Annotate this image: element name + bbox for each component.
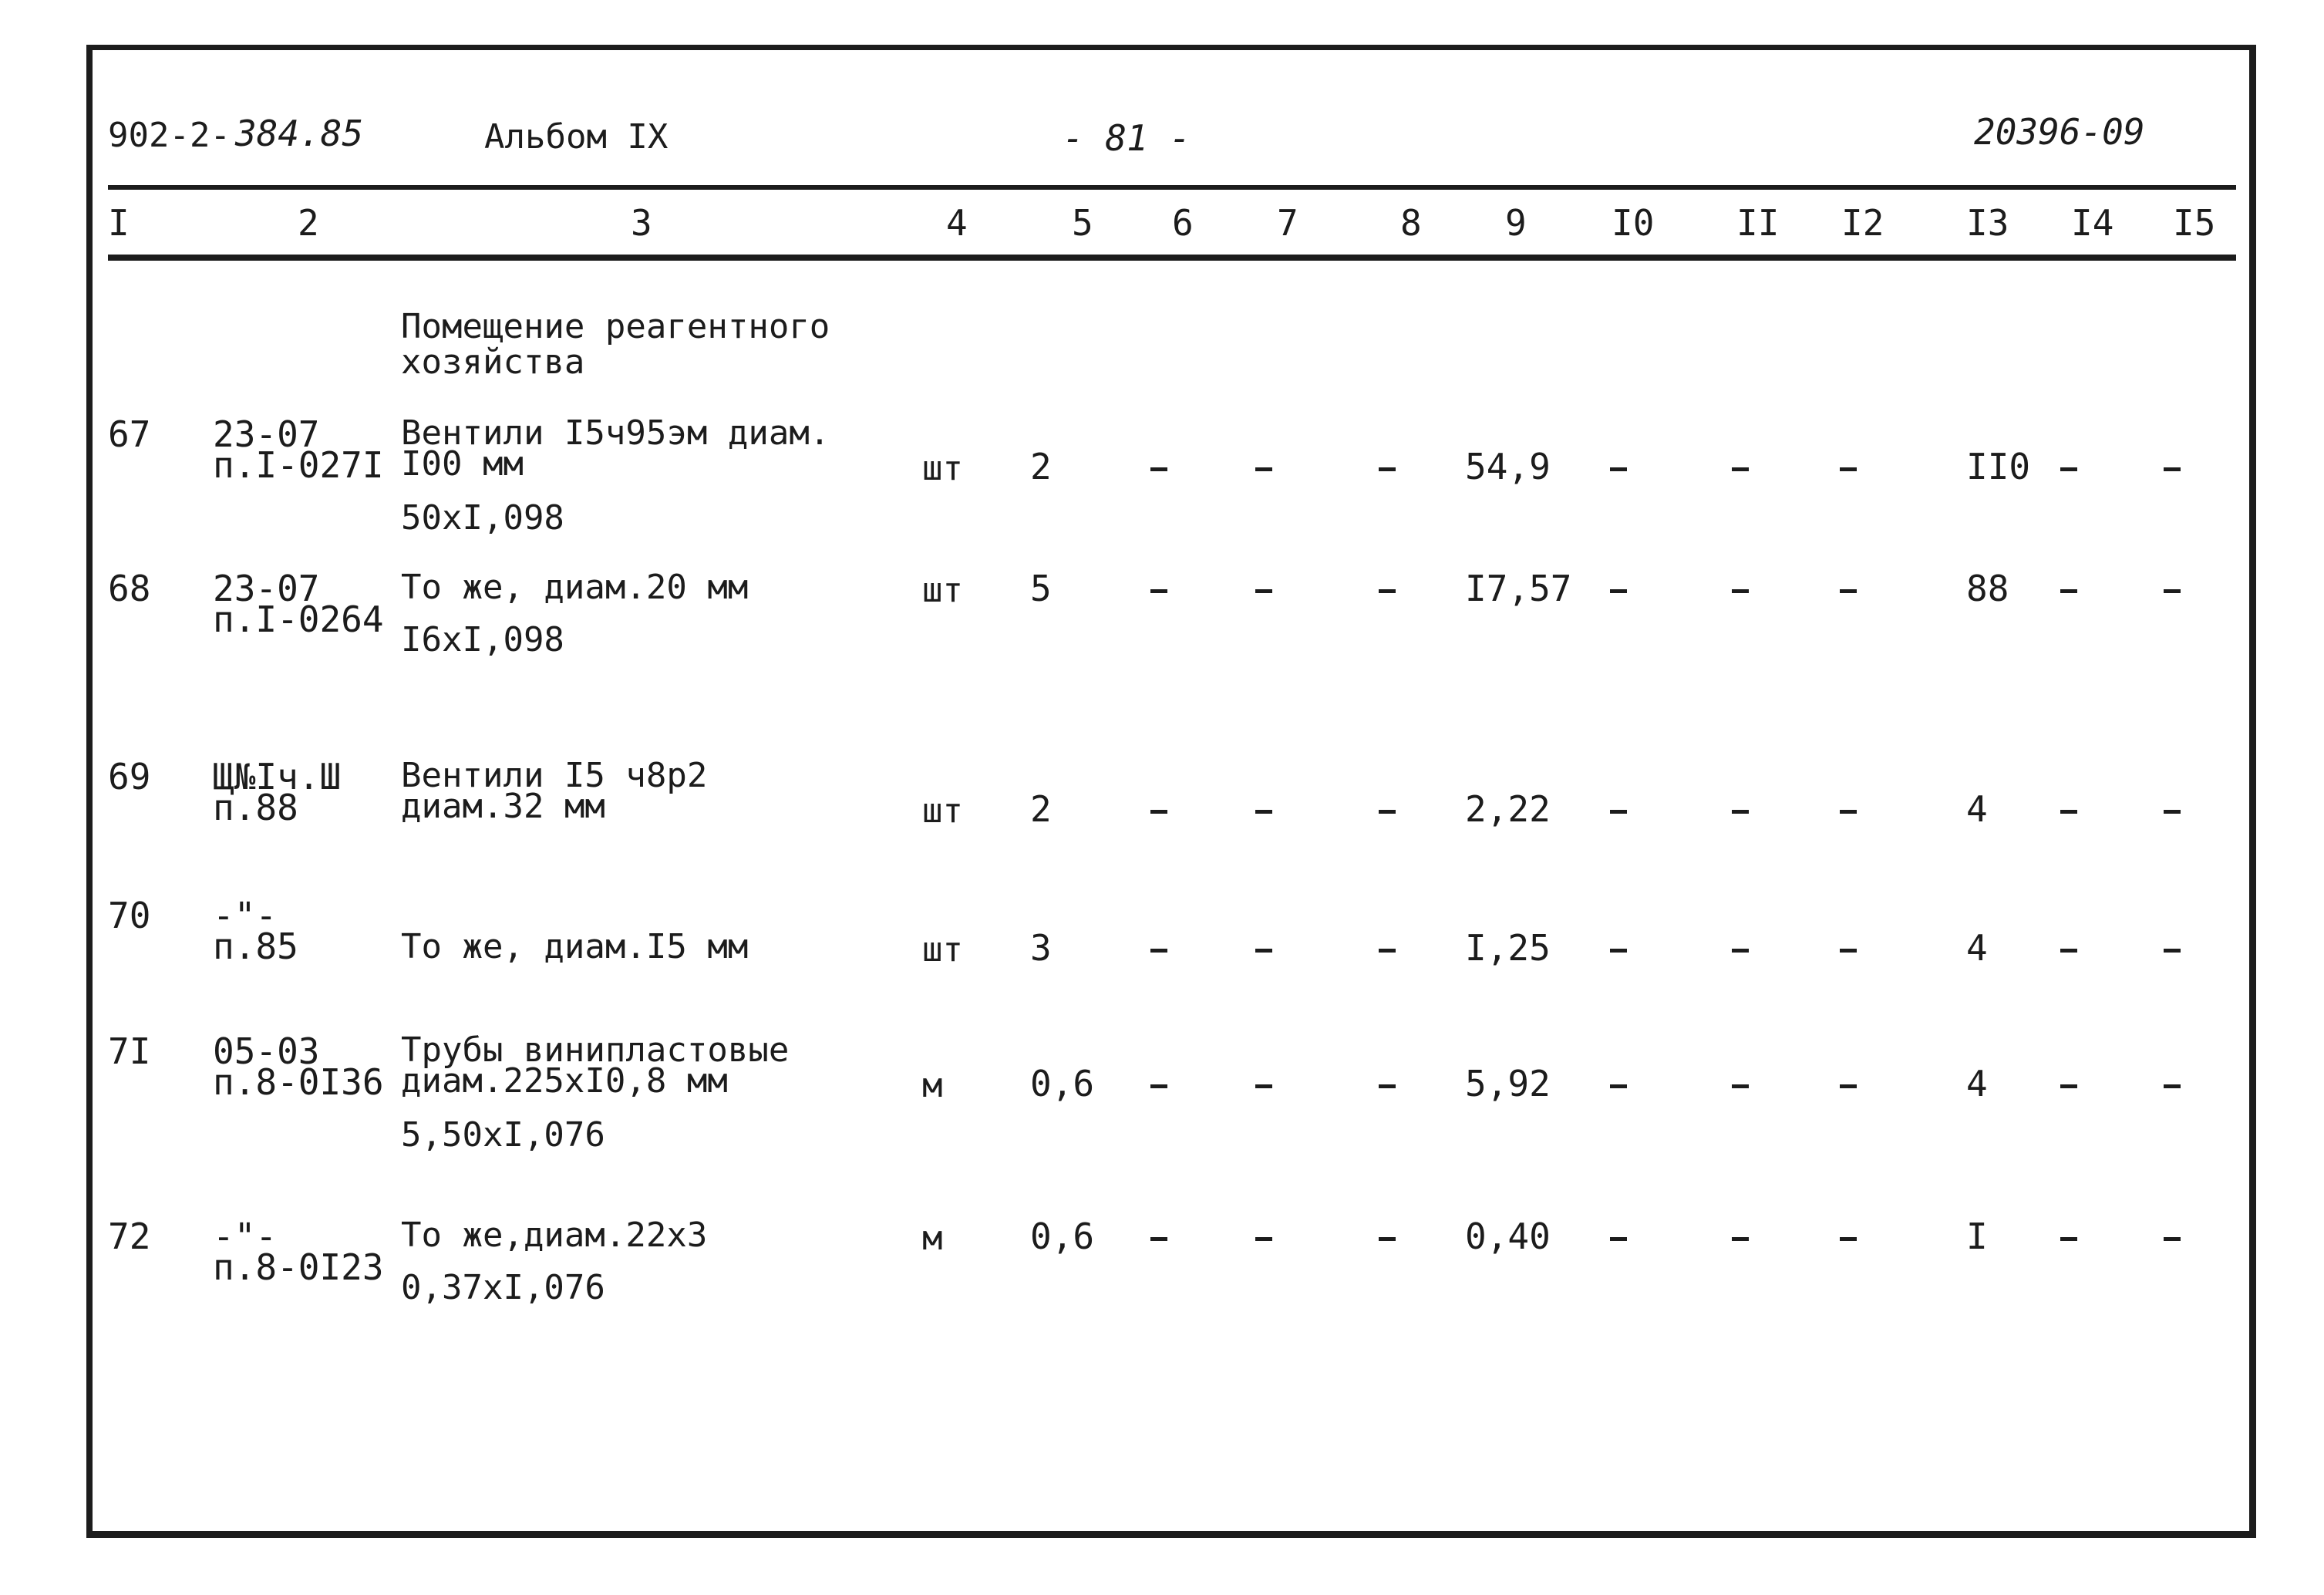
header-top-rule: [108, 185, 2236, 190]
row-empty-dash: [2164, 467, 2181, 471]
col-header-14: I4: [2071, 202, 2114, 244]
col-header-3: 3: [631, 202, 652, 244]
row-calculation: 50xI,098: [401, 498, 564, 538]
row-empty-dash: [2164, 1084, 2181, 1088]
row-empty-dash: [1379, 810, 1396, 814]
row-empty-dash: [1840, 467, 1857, 471]
row-reference-line2: п.85: [213, 926, 298, 967]
row-col5-quantity: 2: [1030, 788, 1052, 830]
row-empty-dash: [1255, 949, 1272, 953]
row-empty-dash: [2060, 589, 2077, 593]
row-reference-line2: п.88: [213, 787, 298, 828]
col-header-13: I3: [1966, 202, 2009, 244]
col-header-5: 5: [1072, 202, 1093, 244]
row-empty-dash: [1610, 1237, 1627, 1241]
archive-number: 20396-09: [1974, 111, 2145, 153]
row-empty-dash: [1840, 1084, 1857, 1088]
col-header-1: I: [108, 202, 130, 244]
row-empty-dash: [2164, 1237, 2181, 1241]
col-header-8: 8: [1400, 202, 1422, 244]
row-empty-dash: [1732, 810, 1749, 814]
row-empty-dash: [1150, 1237, 1167, 1241]
row-number: 7I: [108, 1030, 151, 1072]
doc-code: 902-2-: [108, 116, 231, 155]
row-empty-dash: [1610, 1084, 1627, 1088]
row-col9-value: 54,9: [1465, 446, 1551, 487]
row-empty-dash: [1610, 589, 1627, 593]
row-empty-dash: [1732, 1237, 1749, 1241]
row-description-line1: То же, диам.20 мм: [401, 568, 749, 607]
section-title-line2: хозяйства: [401, 342, 585, 382]
col-header-9: 9: [1505, 202, 1527, 244]
row-empty-dash: [2060, 1237, 2077, 1241]
row-empty-dash: [1610, 467, 1627, 471]
row-calculation: I6xI,098: [401, 620, 564, 659]
col-header-4: 4: [946, 202, 968, 244]
row-col5-quantity: 3: [1030, 927, 1052, 969]
row-number: 69: [108, 756, 151, 798]
row-empty-dash: [1732, 589, 1749, 593]
row-empty-dash: [1150, 1084, 1167, 1088]
row-empty-dash: [1379, 589, 1396, 593]
row-unit: шт: [922, 930, 963, 969]
row-empty-dash: [1150, 589, 1167, 593]
row-description-line2: диам.32 мм: [401, 787, 605, 826]
row-col5-quantity: 2: [1030, 446, 1052, 487]
row-number: 70: [108, 895, 151, 936]
col-header-10: I0: [1612, 202, 1655, 244]
row-col13-value: 4: [1966, 1063, 1988, 1104]
row-col5-quantity: 5: [1030, 568, 1052, 609]
row-unit: шт: [922, 791, 963, 831]
row-empty-dash: [1840, 1237, 1857, 1241]
row-empty-dash: [1255, 467, 1272, 471]
row-number: 72: [108, 1216, 151, 1257]
row-empty-dash: [1840, 589, 1857, 593]
row-col9-value: 0,40: [1465, 1216, 1551, 1257]
row-reference-line2: п.I-027I: [213, 444, 384, 486]
row-col9-value: I,25: [1465, 927, 1551, 969]
row-empty-dash: [2060, 810, 2077, 814]
row-col9-value: I7,57: [1465, 568, 1572, 609]
row-empty-dash: [1610, 949, 1627, 953]
row-calculation: 0,37xI,076: [401, 1268, 605, 1307]
row-description-line1: Трубы винипластовые: [401, 1030, 790, 1070]
row-reference-line1: 05-03: [213, 1030, 320, 1072]
row-col5-quantity: 0,6: [1030, 1063, 1095, 1104]
row-empty-dash: [1150, 949, 1167, 953]
row-reference-line2: п.I-0264: [213, 599, 384, 640]
row-empty-dash: [2060, 467, 2077, 471]
row-empty-dash: [1379, 949, 1396, 953]
row-col9-value: 2,22: [1465, 788, 1551, 830]
row-empty-dash: [1255, 1084, 1272, 1088]
row-reference-line2: п.8-0I23: [213, 1246, 384, 1288]
row-empty-dash: [1610, 810, 1627, 814]
col-header-6: 6: [1172, 202, 1194, 244]
row-description-line2: диам.225xI0,8 мм: [401, 1061, 728, 1101]
row-description-line1: Вентили I5ч95эм диам.: [401, 413, 830, 453]
row-unit: шт: [922, 571, 963, 610]
album-label: Альбом IX: [484, 117, 669, 157]
row-reference-line1: 23-07: [213, 413, 320, 455]
row-description-line2: I00 мм: [401, 444, 524, 484]
doc-code-handwritten: 384.85: [235, 113, 364, 154]
col-header-15: I5: [2173, 202, 2216, 244]
row-reference-line1: 23-07: [213, 568, 320, 609]
row-col5-quantity: 0,6: [1030, 1216, 1095, 1257]
row-empty-dash: [1150, 467, 1167, 471]
row-empty-dash: [1150, 810, 1167, 814]
row-col13-value: II0: [1966, 446, 2031, 487]
row-empty-dash: [1732, 467, 1749, 471]
row-unit: м: [922, 1219, 943, 1258]
row-empty-dash: [1379, 467, 1396, 471]
row-empty-dash: [1732, 1084, 1749, 1088]
row-unit: шт: [922, 449, 963, 488]
row-empty-dash: [1840, 949, 1857, 953]
col-header-12: I2: [1841, 202, 1884, 244]
row-empty-dash: [1379, 1237, 1396, 1241]
row-col13-value: 88: [1966, 568, 2009, 609]
row-col13-value: 4: [1966, 788, 1988, 830]
row-description-line1: Вентили I5 ч8р2: [401, 756, 708, 795]
row-empty-dash: [1255, 810, 1272, 814]
row-empty-dash: [2164, 589, 2181, 593]
row-reference-line2: п.8-0I36: [213, 1061, 384, 1103]
row-unit: м: [922, 1066, 943, 1105]
row-empty-dash: [1840, 810, 1857, 814]
row-col9-value: 5,92: [1465, 1063, 1551, 1104]
row-empty-dash: [1379, 1084, 1396, 1088]
row-description-line2: То же, диам.I5 мм: [401, 927, 749, 966]
row-col13-value: I: [1966, 1216, 1988, 1257]
section-title-line1: Помещение реагентного: [401, 307, 830, 346]
row-empty-dash: [1255, 1237, 1272, 1241]
col-header-7: 7: [1277, 202, 1298, 244]
row-description-line1: То же,диам.22x3: [401, 1216, 708, 1255]
row-empty-dash: [2060, 1084, 2077, 1088]
row-reference-line1: -"-: [213, 895, 278, 936]
header-bottom-rule: [108, 255, 2236, 261]
row-empty-dash: [2164, 949, 2181, 953]
col-header-2: 2: [298, 202, 319, 244]
col-header-11: II: [1736, 202, 1780, 244]
row-empty-dash: [2060, 949, 2077, 953]
row-col13-value: 4: [1966, 927, 1988, 969]
row-reference-line1: -"-: [213, 1216, 278, 1257]
row-empty-dash: [1732, 949, 1749, 953]
row-empty-dash: [2164, 810, 2181, 814]
row-number: 68: [108, 568, 151, 609]
row-calculation: 5,50xI,076: [401, 1115, 605, 1155]
row-reference-line1: Щ№Iч.Ш: [213, 756, 342, 798]
page-number: - 81 -: [1063, 117, 1191, 159]
row-empty-dash: [1255, 589, 1272, 593]
row-number: 67: [108, 413, 151, 455]
